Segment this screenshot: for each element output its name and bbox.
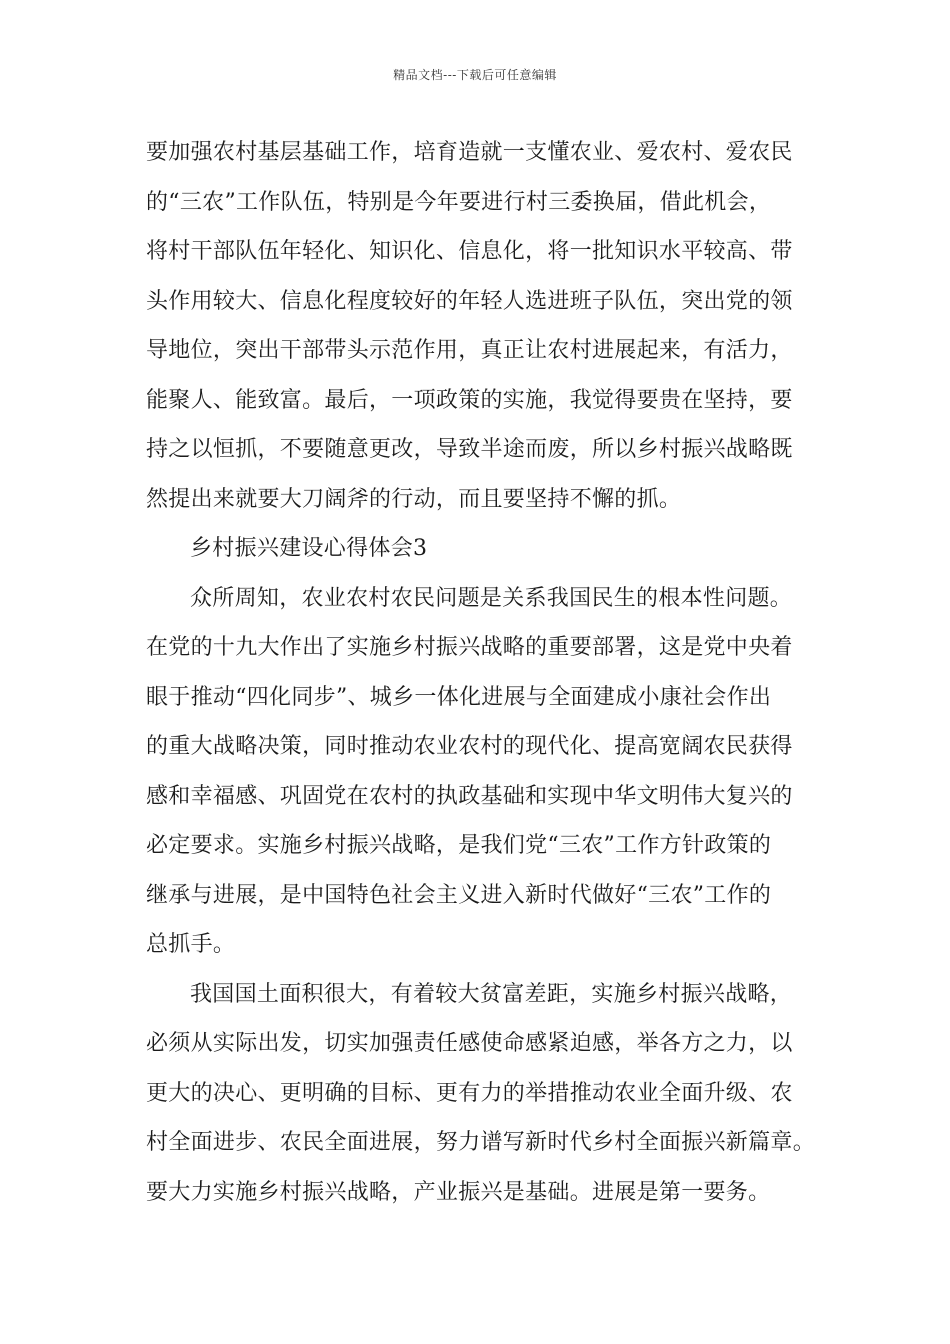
document-body: [146, 128, 826, 1217]
page-header: 精品文档---下载后可任意编辑: [393, 68, 557, 82]
text-line: 然提出来就要大刀阔斧的行动，而且要坚持不懈的抓。: [146, 486, 682, 512]
text-line: 感和幸福感、巩固党在农村的执政基础和实现中华文明伟大复兴的: [146, 783, 793, 809]
text-line: 能聚人、能致富。最后，一项政策的实施，我觉得要贵在坚持，要: [146, 387, 793, 413]
text-line: 将村干部队伍年轻化、知识化、信息化，将一批知识水平较高、带: [146, 239, 793, 264]
text-line: 村全面进步、农民全面进展，努力谱写新时代乡村全面振兴新篇章。: [146, 1130, 816, 1155]
text-line: 要加强农村基层基础工作，培育造就一支懂农业、爱农村、爱农民: [146, 140, 793, 165]
text-line: 持之以恒抓，不要随意更改，导致半途而废，所以乡村振兴战略既: [146, 437, 793, 462]
text-line: 眼于推动“四化同步”、城乡一体化进展与全面建成小康社会作出: [146, 684, 772, 710]
text-line: 更大的决心、更明确的目标、更有力的举措推动农业全面升级、农: [146, 1080, 793, 1106]
text-line: 的“三农”工作队伍，特别是今年要进行村三委换届，借此机会，: [146, 189, 772, 215]
text-line: 头作用较大、信息化程度较好的年轻人选进班子队伍，突出党的领: [146, 288, 793, 314]
text-line: 必定要求。实施乡村振兴战略，是我们党“三农”工作方针政策的: [146, 833, 772, 858]
text-line: 继承与进展，是中国特色社会主义进入新时代做好“三农”工作的: [146, 882, 772, 908]
text-line: 总抓手。: [146, 932, 236, 957]
text-line: 的重大战略决策，同时推动农业农村的现代化、提高宽阔农民获得: [146, 734, 793, 759]
text-line: 要大力实施乡村振兴战略，产业振兴是基础。进展是第一要务。: [146, 1179, 771, 1205]
text-line: 我国国土面积很大，有着较大贫富差距，实施乡村振兴战略，: [190, 981, 793, 1007]
text-line: 导地位，突出干部带头示范作用，真正让农村进展起来，有活力，: [146, 338, 793, 363]
text-line: 在党的十九大作出了实施乡村振兴战略的重要部署，这是党中央着: [146, 635, 793, 660]
text-line: 必须从实际出发，切实加强责任感使命感紧迫感，举各方之力，以: [146, 1031, 793, 1056]
section-heading: 乡村振兴建设心得体会3: [190, 536, 428, 561]
text-line: 众所周知，农业农村农民问题是关系我国民生的根本性问题。: [190, 585, 793, 611]
